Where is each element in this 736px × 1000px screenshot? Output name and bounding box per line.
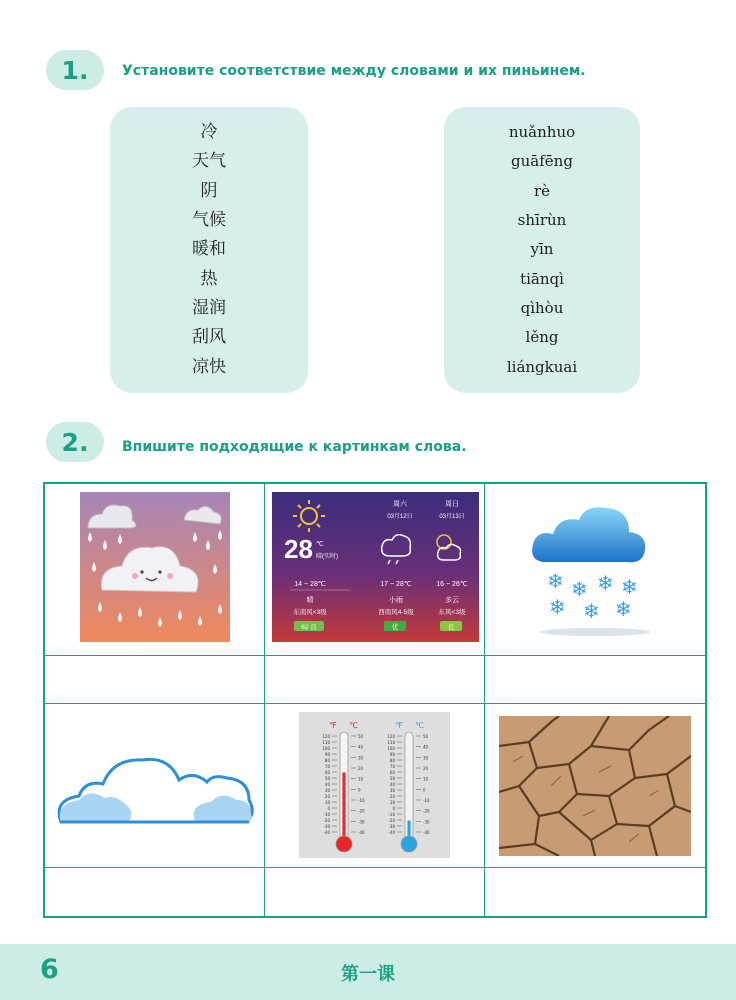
c-tick-label: -20 [358,808,365,814]
f-tick-label: 20 [389,794,395,799]
image-cell [265,704,485,868]
image-cell [485,704,705,868]
condition: 多云 [445,597,459,604]
answer-cell[interactable] [485,656,705,704]
pinyin-item: nuǎnhuo [508,123,576,142]
forecast-day: 周六 [393,501,407,508]
f-tick-label: 90 [389,752,395,757]
c-tick-label: 0 [358,787,361,793]
current-temp: 28 [284,534,313,564]
f-tick-label: -20 [388,818,395,823]
pinyin-item: liángkuai [506,357,578,376]
condition: 小雨 [389,597,403,604]
word-item: 气候 [192,210,226,231]
thermo-unit-c: ℃ [415,721,424,730]
f-tick-label: 120 [387,734,395,739]
f-tick-label: 90 [324,752,330,757]
c-tick-label: -40 [423,830,430,835]
c-tick-label: 20 [423,766,429,771]
c-tick-label: -10 [423,798,430,803]
snowflake-icon: ❄ [621,575,638,599]
c-tick-label: 30 [423,755,429,761]
temp-unit: ℃ [316,541,324,548]
snowflake-icon: ❄ [597,571,614,595]
page-number: 6 [40,954,59,985]
aqi-label: 62 良 [301,624,317,631]
snow-cloud-image [525,492,665,642]
f-tick-label: 70 [324,764,330,769]
aqi-label: 良 [447,624,455,631]
f-tick-label: 10 [324,800,330,805]
f-tick-label: 50 [324,776,330,781]
word-item: 天气 [192,151,226,172]
exercise-1-instruction: Установите соответствие между словами и их пиньинем. [122,63,586,79]
exercise-2-instruction: Впишите подходящие к картинкам слова. [122,439,467,455]
f-tick-label: 60 [324,770,330,775]
pinyin-item: shīrùn [517,211,567,230]
f-tick-label: 100 [387,746,395,751]
exercise-1-number: 1. [46,50,104,90]
c-tick-label: 30 [358,755,364,761]
f-tick-label: -10 [388,812,395,817]
f-tick-label: -10 [323,812,330,817]
f-tick-label: 120 [322,734,330,739]
f-tick-label: 0 [392,806,395,811]
f-tick-label: -30 [323,824,330,829]
clouds-image [55,750,255,830]
snowflake-icon: ❄ [583,599,600,623]
f-tick-label: 80 [389,758,395,763]
c-tick-label: -40 [358,830,365,835]
f-tick-label: 30 [389,788,395,793]
picture-grid [43,482,707,918]
thermometer-bulb [336,836,352,852]
answer-cell[interactable] [485,868,705,918]
c-tick-label: 10 [358,776,364,782]
exercise-2-number: 2. [46,422,104,462]
f-tick-label: 60 [389,770,395,775]
answer-cell[interactable] [265,868,485,918]
snowflake-icon: ❄ [571,577,588,601]
image-cell [265,484,485,656]
wind: 东南风<3级 [293,609,327,616]
answer-cell[interactable] [265,656,485,704]
image-cell [45,704,265,868]
c-tick-label: -20 [423,808,430,814]
word-item: 冷 [200,122,218,143]
aqi-label: 优 [391,624,399,631]
thermo-unit-c: ℃ [349,721,358,730]
forecast-day: 周日 [445,501,459,508]
answer-cell[interactable] [45,656,265,704]
word-item: 湿润 [192,297,226,318]
pinyin-box [444,107,640,393]
f-tick-label: 50 [389,776,395,781]
now-label: 晴(实时) [316,554,338,560]
word-item: 阴 [200,180,218,201]
image-cell [45,484,265,656]
chinese-words-box [110,107,308,393]
c-tick-label: -10 [358,798,365,803]
word-item: 刮风 [192,327,226,348]
pinyin-item: tiānqì [520,269,564,288]
c-tick-label: 40 [423,744,429,750]
f-tick-label: 110 [322,740,330,745]
cracked-earth-image [499,716,691,856]
image-cell [485,484,705,656]
temp-range: 14 ~ 28℃ [294,581,326,588]
thermometers-image [299,712,450,858]
snowflake-icon: ❄ [615,597,632,621]
weather-forecast-image [272,492,479,642]
mercury-column [342,772,345,840]
f-tick-label: 40 [389,782,395,787]
pinyin-item: guāfēng [511,152,573,171]
word-item: 暖和 [192,239,226,260]
c-tick-label: 10 [423,776,429,782]
f-tick-label: 40 [324,782,330,787]
pinyin-item: rè [533,181,551,200]
f-tick-label: 100 [322,746,330,751]
page-footer [0,944,736,1000]
f-tick-label: -20 [323,818,330,823]
c-tick-label: -30 [358,819,365,825]
pinyin-item: lěng [525,328,559,347]
f-tick-label: 110 [387,740,395,745]
c-tick-label: 50 [358,734,364,739]
c-tick-label: 0 [423,787,426,793]
answer-cell[interactable] [45,868,265,918]
c-tick-label: 40 [358,744,364,750]
forecast-date: 03月13日 [439,514,465,520]
thermo-unit-f: ℉ [395,721,403,730]
f-tick-label: 10 [389,800,395,805]
f-tick-label: 30 [324,788,330,793]
temp-range: 16 ~ 26℃ [436,581,468,588]
thermometer-bulb [401,836,417,852]
rain-clouds-image [80,492,230,642]
c-tick-label: 50 [423,734,429,739]
f-tick-label: 70 [389,764,395,769]
f-tick-label: -30 [388,824,395,829]
c-tick-label: -30 [423,819,430,825]
word-item: 热 [200,268,218,289]
snowflake-icon: ❄ [549,595,566,619]
word-item: 凉快 [192,356,226,377]
temp-range: 17 ~ 28℃ [380,581,412,588]
snowflake-icon: ❄ [547,569,564,593]
f-tick-label: -40 [323,830,330,835]
forecast-date: 03月12日 [387,514,413,520]
pinyin-item: yīn [530,240,554,259]
thermo-unit-f: ℉ [329,721,337,730]
f-tick-label: 80 [324,758,330,763]
lesson-title: 第一课 [341,964,395,985]
pinyin-item: qìhòu [520,298,564,317]
wind: 西南风4-5级 [378,609,414,616]
condition: 晴 [306,597,314,604]
f-tick-label: 20 [324,794,330,799]
c-tick-label: 20 [358,766,364,771]
f-tick-label: -40 [388,830,395,835]
f-tick-label: 0 [327,806,330,811]
wind: 东风<3级 [438,609,466,616]
